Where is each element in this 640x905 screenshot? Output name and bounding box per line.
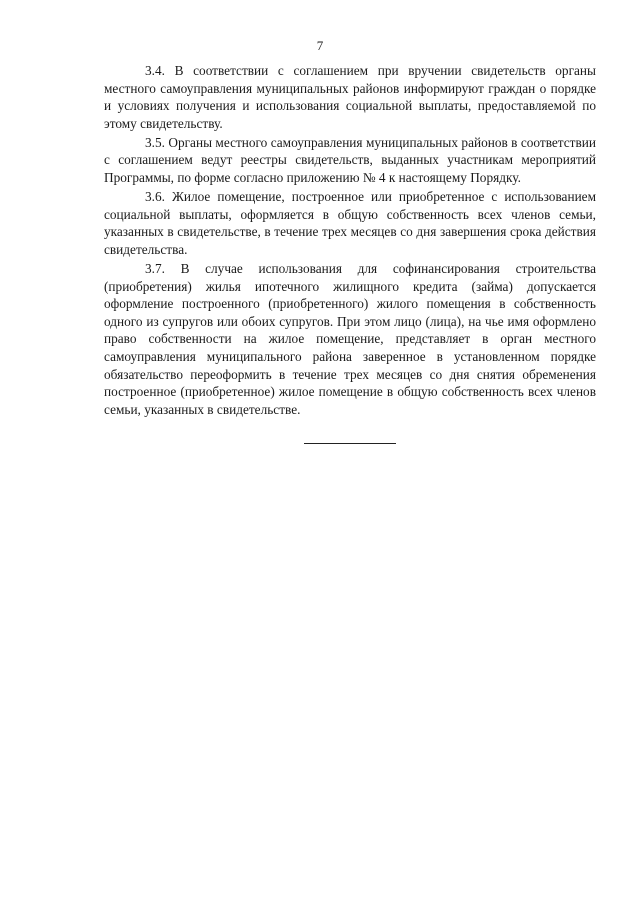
document-body <box>104 62 596 420</box>
page-number: 7 <box>316 38 324 53</box>
paragraph-3-7: 3.7. В случае использования для софинансирования строительства (приобретения) жилья ипотечного жилищного кредита (займа) допускается оформление построенного (приобретенного) жилого помещения в собственность одного из супругов или обоих супругов. При этом лицо (лица), на чье имя оформлено право собственности на жилое помещение, представляет в орган местного самоуправления муниципального района заверенное в установленном порядке обязательство переоформить в течение трех месяцев со дня снятия обременения построенное (приобретенное) жилое помещение в общую собственность всех членов семьи, указанных в свидетельстве. <box>104 261 596 417</box>
paragraph-3-5: 3.5. Органы местного самоуправления муниципальных районов в соответствии с соглашением ведут реестры свидетельств, выданных участникам мероприятий Программы, по форме согласно приложению № 4 к настоящему Порядку. <box>104 134 596 186</box>
paragraph-3-4: 3.4. В соответствии с соглашением при вручении свидетельств органы местного самоуправления муниципальных районов информируют граждан о порядке и условиях получения и использования социальной выплаты, предоставляемой по этому свидетельству. <box>104 63 596 131</box>
end-divider <box>304 443 396 444</box>
paragraph-3-6: 3.6. Жилое помещение, построенное или приобретенное с использованием социальной выплаты, оформляется в общую собственность всех членов семьи, указанных в свидетельстве, в течение трех месяцев со дня завершения срока действия свидетельства. <box>104 189 596 257</box>
